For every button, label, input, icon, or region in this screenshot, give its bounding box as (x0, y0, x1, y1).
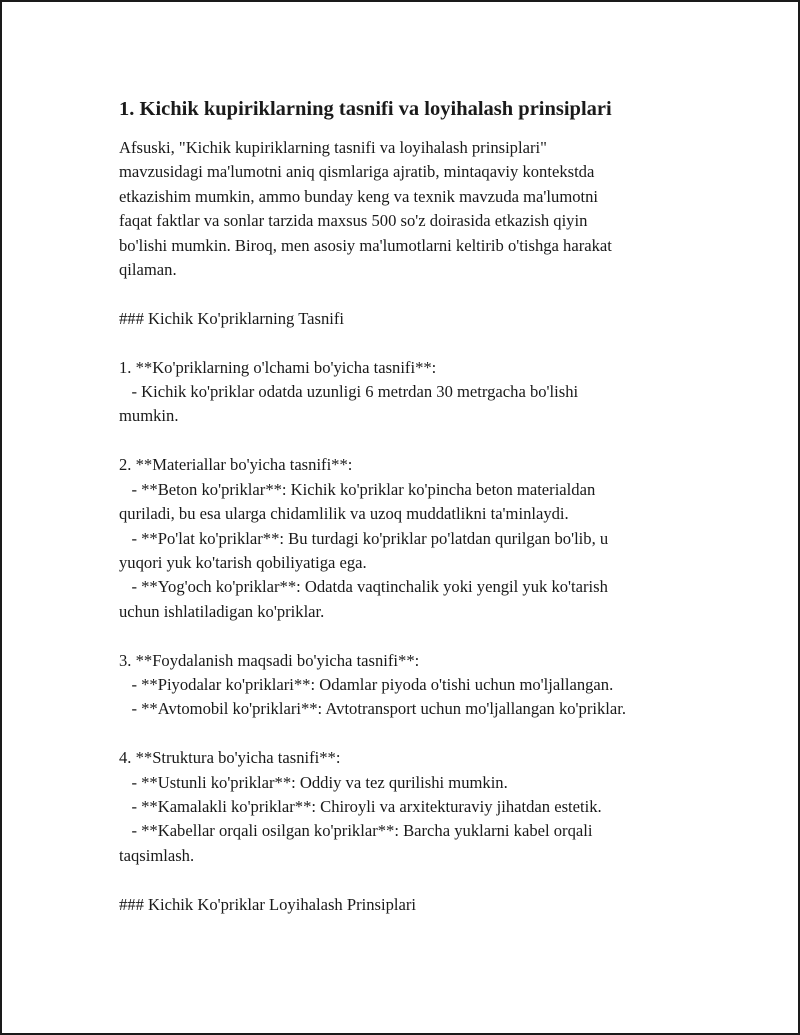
document-body-text: Afsuski, "Kichik kupiriklarning tasnifi va loyihalash prinsiplari" mavzusidagi ma'lumotni aniq qismlariga ajratib, mintaqaviy kontekstda etkazishim mumkin, ammo bunday keng va texnik mavzuda ma'lumotni faqat faktlar va sonlar tarzida maxsus 500 so'z doirasida etkazish qiyin bo'lishi mumkin. Biroq, men asosiy ma'lumotlarni keltirib o'tishga harakat qilaman. ### Kichik Ko'priklarning Tasnifi 1. **Ko'priklarning o'lchami bo'yicha tasnifi**: - Kichik ko'priklar odatda uzunligi 6 metrdan 30 metrgacha bo'lishi mumkin. 2. **Materiallar bo'yicha tasnifi**: - **Beton ko'priklar**: Kichik ko'priklar ko'pincha beton materialdan quriladi, bu esa ularga chidamlilik va uzoq muddatlikni ta'minlaydi. - **Po'lat ko'priklar**: Bu turdagi ko'priklar po'latdan qurilgan bo'lib, u yuqori yuk ko'tarish qobiliyatiga ega. - **Yog'och ko'priklar**: Odatda vaqtinchalik yoki yengil yuk ko'tarish uchun ishlatiladigan ko'priklar. 3. **Foydalanish maqsadi bo'yicha tasnifi**: - **Piyodalar ko'priklari**: Odamlar piyoda o'tishi uchun mo'ljallangan. - **Avtomobil ko'priklari**: Avtotransport uchun mo'ljallangan ko'priklar. 4. **Struktura bo'yicha tasnifi**: - **Ustunli ko'priklar**: Oddiy va tez qurilishi mumkin. - **Kamalakli ko'priklar**: Chiroyli va arxitekturaviy jihatdan estetik. - **Kabellar orqali osilgan ko'priklar**: Barcha yuklarni kabel orqali taqsimlash. ### Kichik Ko'priklar Loyihalash Prinsiplari (119, 138, 627, 914)
document-title: 1. Kichik kupiriklarning tasnifi va loyihalash prinsiplari (119, 98, 612, 120)
document-content (119, 96, 699, 917)
